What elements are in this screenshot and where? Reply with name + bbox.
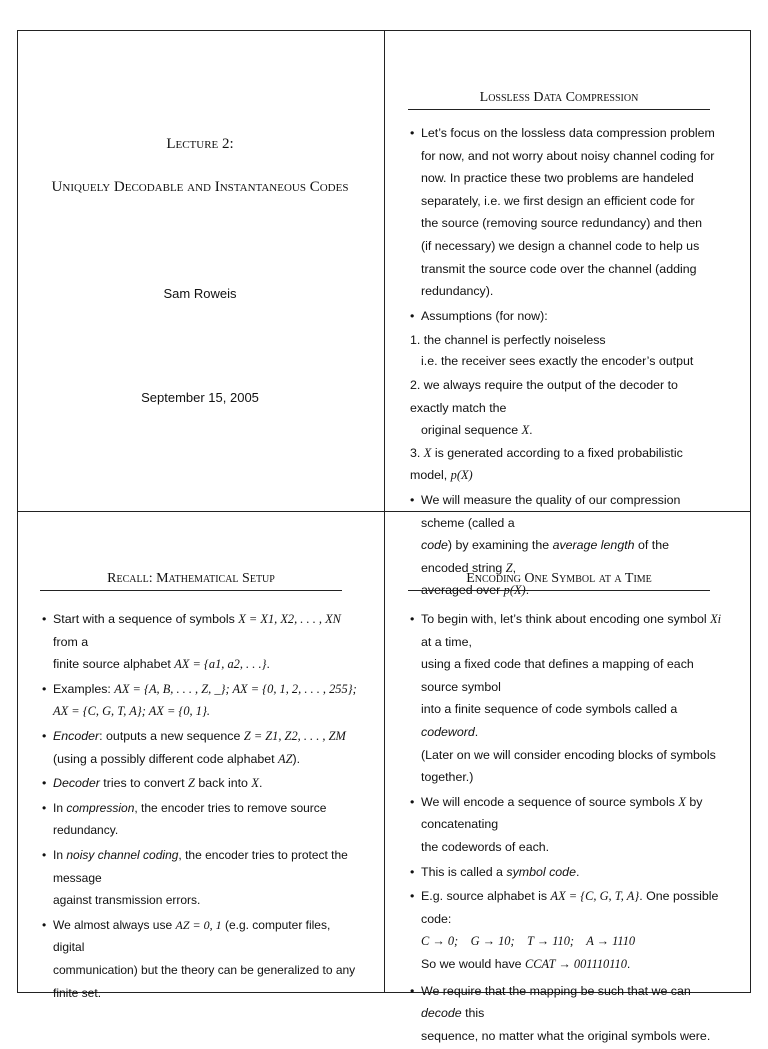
- slide2-bullet-2: • Assumptions (for now):: [410, 305, 715, 328]
- period: .: [575, 864, 580, 879]
- slide2-item-1: [410, 329, 715, 370]
- text: In: [53, 800, 67, 815]
- math-examples-2: AX = {C, G, T, A}; AX = {0, 1}.: [53, 704, 211, 719]
- slide3-bullet-4: [42, 772, 362, 795]
- text: We require that the mapping be such that we can: [421, 983, 691, 998]
- text: sequence, no matter what the original symbols were.: [421, 1028, 711, 1043]
- math-alphabet: AX = {a1, a2, . . .}: [174, 657, 267, 672]
- symbol-x: X: [423, 445, 432, 460]
- symbol-px: p(X): [450, 468, 473, 483]
- slide3-bullet-1: [42, 608, 362, 676]
- slide3-bullet-5: [42, 797, 362, 842]
- text: from a: [53, 634, 89, 649]
- symbol-z: Z: [505, 560, 513, 575]
- emph-codeword: codeword: [421, 724, 475, 739]
- comma: ,: [512, 560, 517, 575]
- emph-compression: compression: [66, 800, 135, 815]
- text: tries to convert: [99, 776, 188, 791]
- slide2-item-2: [410, 374, 715, 442]
- emph-decode: decode: [421, 1006, 462, 1021]
- math-code-mapping: C → 0; G → 10; T → 110; A → 1110: [421, 934, 636, 949]
- text: : outputs a new sequence: [99, 728, 244, 743]
- text: Start with a sequence of symbols: [53, 612, 239, 626]
- text: of the encoded string: [421, 538, 669, 575]
- date: September 15, 2005: [141, 390, 259, 405]
- emph-average-length: average length: [552, 538, 635, 553]
- symbol-px: p(X): [503, 583, 526, 598]
- lecture-title: Uniquely Decodable and Instantaneous Codes: [51, 179, 349, 195]
- slide4-bullet-2: [410, 791, 728, 859]
- slide3-heading: Recall: Mathematical Setup: [40, 571, 342, 591]
- text: by concatenating: [421, 794, 703, 832]
- text: back into: [194, 776, 252, 791]
- slide2-item-1-line: 1. the channel is perfectly noiseless: [410, 333, 606, 348]
- emph-encoder: Encoder: [53, 728, 100, 743]
- text: Examples:: [53, 681, 115, 696]
- slide2-item-3-text: is generated according to a fixed probabilistic model,: [410, 445, 683, 483]
- math-code-alphabet: AZ: [278, 751, 293, 766]
- slide2-item-2-text: original sequence: [421, 423, 522, 438]
- math-output: Z = Z1, Z2, . . . , ZM: [243, 728, 346, 743]
- slide2-heading: Lossless Data Compression: [408, 90, 710, 110]
- text: at a time,: [421, 634, 472, 649]
- slide2-item-1-sub: i.e. the receiver sees exactly the encoder’s output: [421, 353, 694, 368]
- item-number: 3.: [410, 445, 421, 460]
- text: , the encoder tries to remove source redundancy.: [53, 800, 327, 838]
- text: ) by examining the: [447, 538, 553, 553]
- text: This is called a: [421, 864, 507, 879]
- slide4-body: [410, 608, 728, 1049]
- emph-code: code: [421, 538, 448, 553]
- math-sequence: X = X1, X2, . . . , XN: [238, 612, 341, 626]
- slide3-bullet-7: [42, 914, 362, 1004]
- period: .: [266, 657, 270, 672]
- text: the codewords of each.: [421, 839, 550, 854]
- emph-decoder: Decoder: [53, 776, 100, 791]
- slide2-bullet-1: • Let’s focus on the lossless data compression problem for now, and not worry about noisy channel coding for now. In practice these two problems are handeled separately, i.e. we first design an efficient code for the source (removing source redundancy) and then (if necessary) we design a channel code to help us transmit the source code over the channel (adding redundancy).: [410, 122, 715, 303]
- period: .: [474, 724, 479, 739]
- slide3-bullet-2: [42, 678, 362, 723]
- text: (using a possibly different code alphabet: [53, 751, 279, 766]
- slide4-heading: Encoding One Symbol at a Time: [408, 571, 710, 591]
- author: Sam Roweis: [163, 286, 237, 301]
- emph-symbol-code: symbol code: [506, 864, 576, 879]
- slide2-item-3: [410, 442, 715, 487]
- slide3-bullet-3: [42, 725, 362, 770]
- symbol-x: X: [251, 776, 259, 791]
- slide4-bullet-4: [410, 885, 728, 975]
- text: averaged over: [421, 583, 504, 598]
- slide4-bullet-1: [410, 608, 728, 789]
- symbol-x: X: [521, 423, 530, 438]
- text: So we would have: [421, 956, 526, 971]
- period: .: [525, 583, 530, 598]
- symbol-xi: Xi: [710, 612, 722, 626]
- text: (Later on we will consider encoding blocks of symbols together.): [421, 747, 716, 785]
- lecture-number: Lecture 2:: [166, 136, 234, 152]
- text: To begin with, let’s think about encoding one symbol: [421, 612, 711, 626]
- slide2-body: [410, 122, 715, 604]
- slide2-item-2-line: 2. we always require the output of the decoder to exactly match the: [410, 377, 678, 415]
- text: . One possible code:: [421, 889, 719, 926]
- text: using a fixed code that defines a mapping of each source symbol: [421, 657, 694, 694]
- text: (e.g. computer files, digital: [53, 917, 331, 955]
- period: .: [258, 776, 263, 791]
- text: into a finite sequence of code symbols called a: [421, 702, 678, 717]
- text: E.g. source alphabet is: [421, 889, 551, 904]
- slide4-bullet-3: [410, 861, 728, 884]
- math-encoding-example: CCAT → 001110110: [525, 956, 627, 971]
- line: • We will measure the quality of our compression scheme (called a: [421, 492, 681, 530]
- text: finite source alphabet: [53, 657, 175, 672]
- slide3-bullet-6: [42, 844, 362, 912]
- emph-noisy-channel: noisy channel coding: [66, 847, 179, 862]
- text: , the encoder tries to protect the message: [53, 847, 348, 885]
- period: .: [626, 956, 631, 971]
- math-alphabet: AX = {C, G, T, A}: [550, 889, 640, 904]
- math-binary-alphabet: AZ = 0, 1: [175, 917, 222, 932]
- symbol-z: Z: [188, 776, 195, 791]
- math-examples: AX = {A, B, . . . , Z, _}; AX = {0, 1, 2, . . . , 255};: [114, 681, 357, 696]
- text: against transmission errors.: [53, 893, 201, 908]
- text: communication) but the theory can be generalized to any finite set.: [53, 962, 356, 1000]
- text: We will encode a sequence of source symbols: [421, 794, 679, 809]
- text: this: [461, 1006, 485, 1021]
- slide4-bullet-5: [410, 980, 728, 1048]
- text: We almost always use: [53, 917, 176, 932]
- text: In: [53, 847, 67, 862]
- symbol-x: X: [678, 794, 686, 809]
- slide3-body: [42, 608, 362, 1006]
- text: ).: [292, 751, 301, 766]
- period: .: [529, 423, 533, 438]
